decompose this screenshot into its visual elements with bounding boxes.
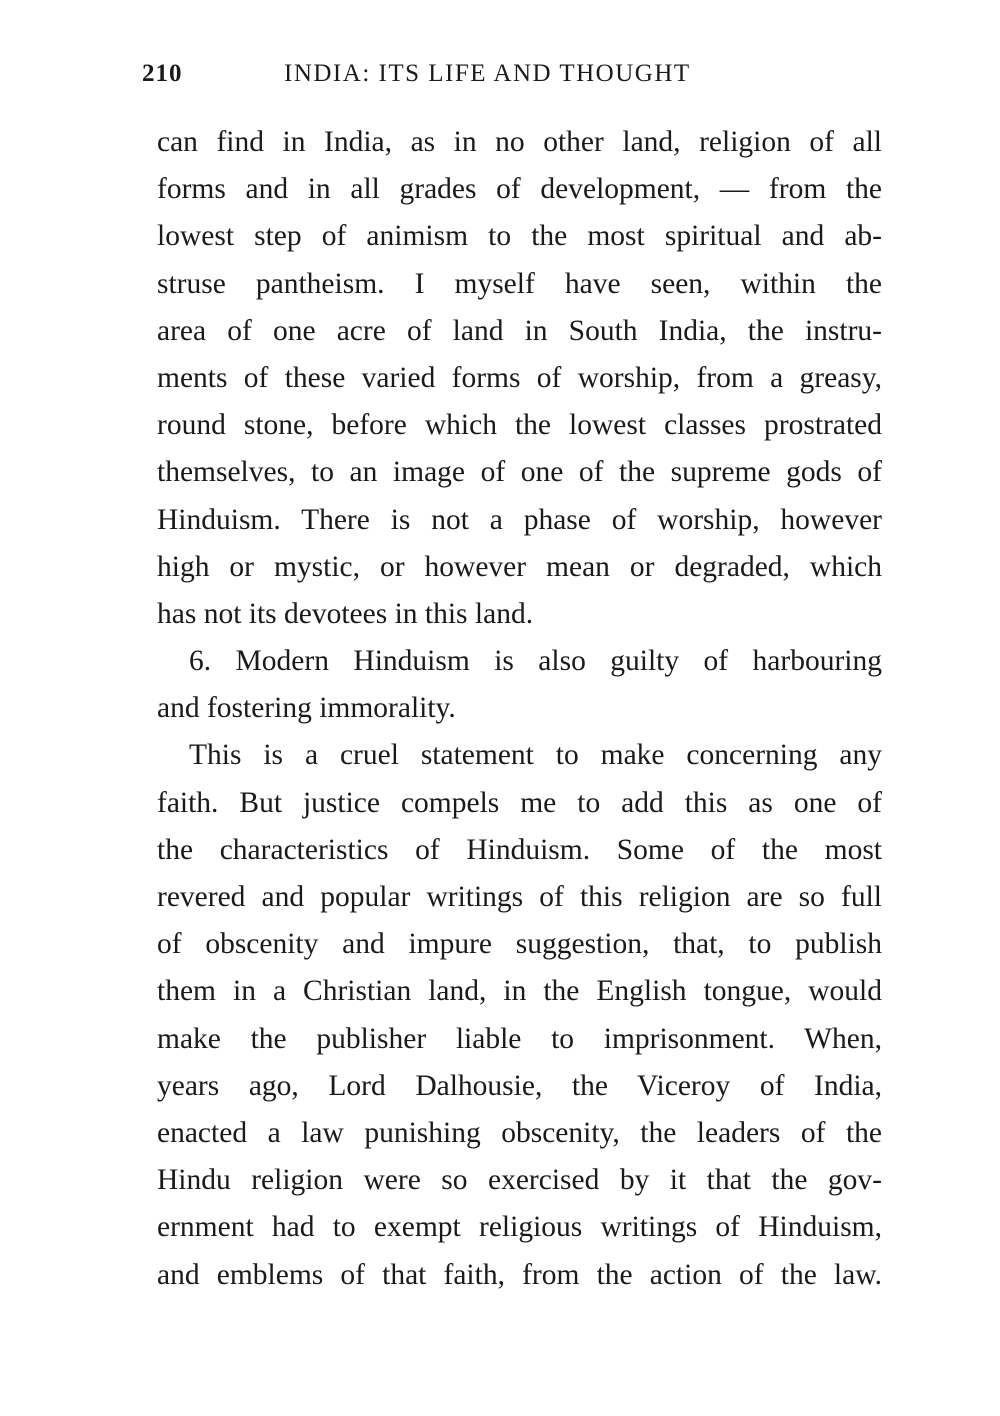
- text-line: Hindu religion were so exercised by it that the gov-: [157, 1164, 882, 1197]
- text-line: 6. Modern Hinduism is also guilty of harbouring: [189, 645, 882, 678]
- text-line: has not its devotees in this land.: [157, 597, 534, 630]
- text-line: revered and popular writings of this religion are so full: [157, 881, 882, 913]
- text-line: can find in India, as in no other land, religion of all: [157, 126, 882, 158]
- text-line: make the publisher liable to imprisonment. When,: [157, 1022, 882, 1055]
- text-line: area of one acre of land in South India, the instru-: [157, 314, 882, 347]
- page-number: 210: [142, 60, 183, 87]
- text-line: forms and in all grades of development, — from the: [157, 173, 882, 206]
- text-line: and emblems of that faith, from the action of the law.: [157, 1258, 882, 1291]
- text-line: and fostering immorality.: [157, 692, 456, 725]
- text-line: the characteristics of Hinduism. Some of the most: [157, 833, 882, 866]
- text-line: ernment had to exempt religious writings of Hinduism,: [157, 1211, 882, 1244]
- page-header: [142, 60, 882, 100]
- text-line: of obscenity and impure suggestion, that, to publish: [157, 928, 882, 961]
- body-text: [157, 119, 882, 1299]
- text-line: faith. But justice compels me to add this as one of: [157, 786, 882, 819]
- text-line: years ago, Lord Dalhousie, the Viceroy of India,: [157, 1069, 882, 1102]
- text-line: round stone, before which the lowest classes prostrated: [157, 409, 882, 442]
- text-line: high or mystic, or however mean or degraded, which: [157, 550, 882, 583]
- text-line: lowest step of animism to the most spiritual and ab-: [157, 220, 882, 253]
- text-line: themselves, to an image of one of the supreme gods of: [157, 456, 882, 489]
- text-line: struse pantheism. I myself have seen, within the: [157, 267, 882, 300]
- text-line: Hinduism. There is not a phase of worship, however: [157, 503, 882, 536]
- running-head: INDIA: ITS LIFE AND THOUGHT: [284, 60, 691, 87]
- text-line: them in a Christian land, in the English tongue, would: [157, 975, 882, 1008]
- text-line: This is a cruel statement to make concerning any: [189, 739, 882, 772]
- text-line: enacted a law punishing obscenity, the leaders of the: [157, 1116, 882, 1149]
- text-line: ments of these varied forms of worship, from a greasy,: [157, 361, 882, 394]
